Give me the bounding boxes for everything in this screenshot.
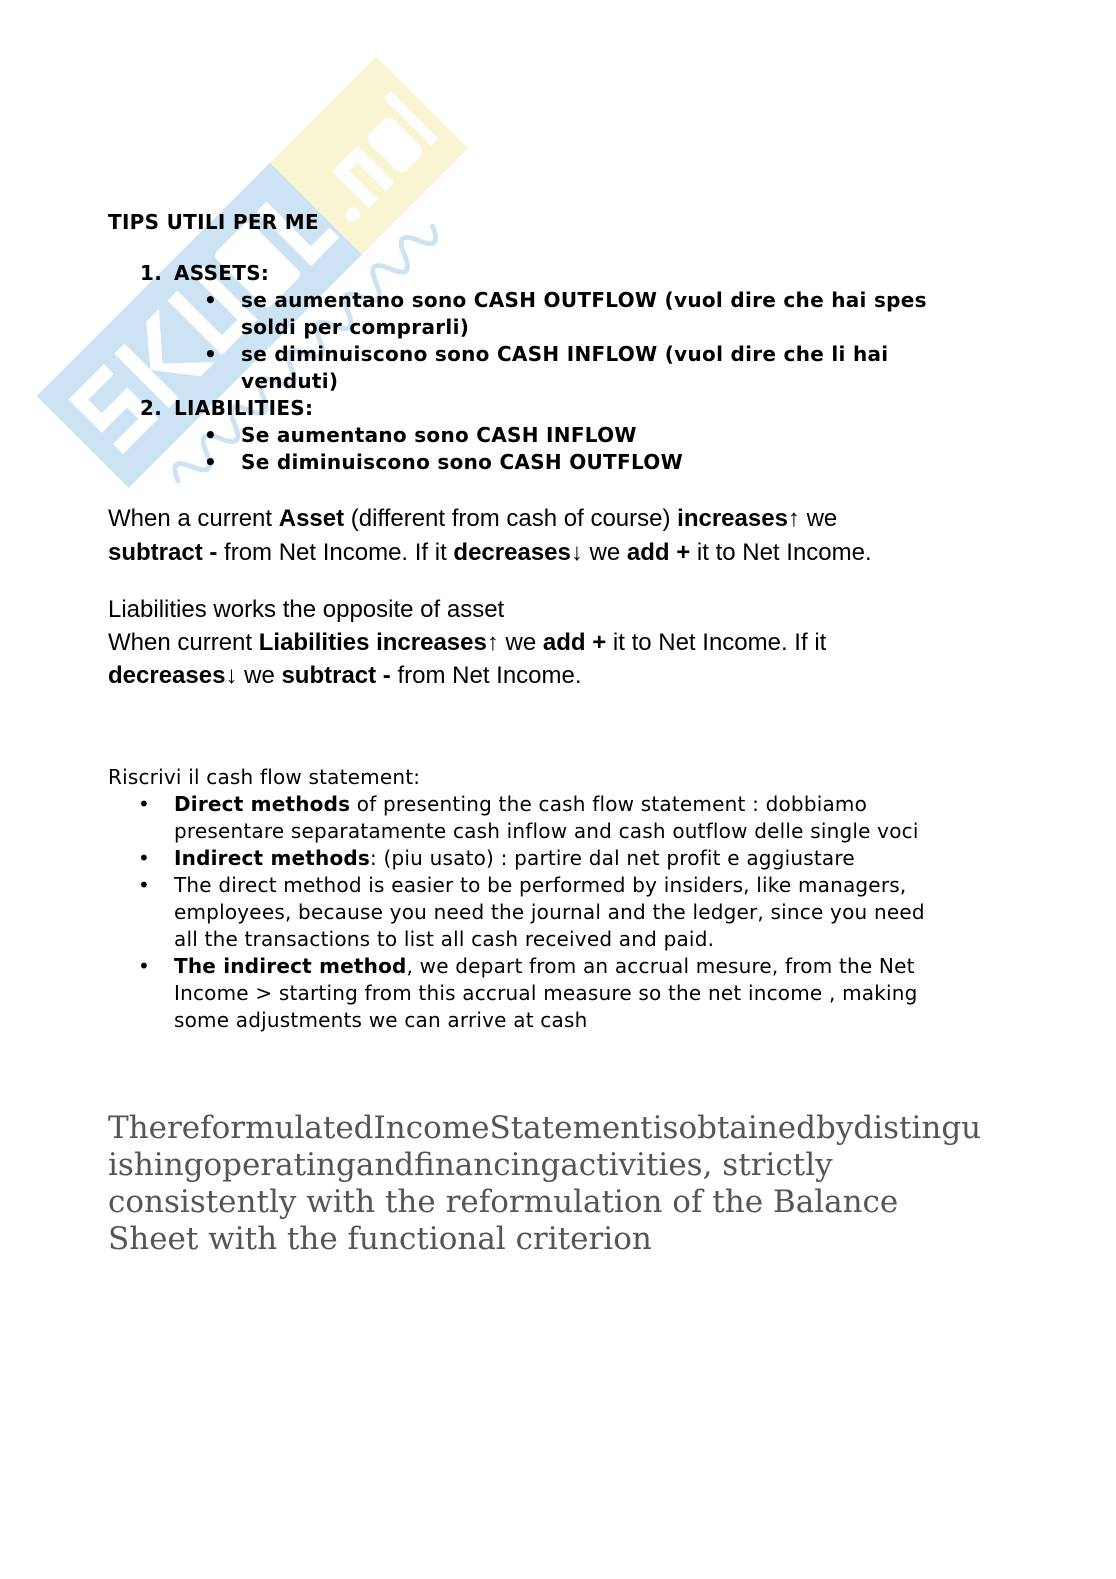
paragraph-line: Liabilities works the opposite of asset: [108, 596, 505, 623]
text-run: : (piu usato) : partire dal net profit e aggiustare: [370, 846, 855, 870]
liabilities-rule-paragraph: [108, 594, 1008, 693]
text-run: we: [799, 505, 838, 532]
list-item: [108, 791, 1008, 845]
bullet-icon: •: [204, 450, 218, 474]
bold-run: subtract -: [108, 539, 218, 566]
bold-run: Direct methods: [174, 792, 351, 816]
section-number: 2.: [140, 396, 163, 420]
list-item: [108, 845, 1008, 872]
bold-run: decreases: [108, 662, 226, 689]
bullet-icon: •: [138, 873, 150, 897]
list-item: [108, 872, 1008, 953]
bold-run: subtract -: [281, 662, 391, 689]
bullet-text-line: The direct method is easier to be performed by insiders, like managers,: [174, 873, 907, 897]
bullet-icon: •: [138, 792, 150, 816]
arrow-down-icon: ↓: [225, 662, 238, 689]
text-run: from Net Income. If it: [217, 539, 454, 566]
watermark-domain-letters: [305, 91, 438, 224]
text-run: (different from cash of course): [344, 505, 678, 532]
bullet-icon: •: [138, 846, 150, 870]
text-run: it to Net Income. If it: [606, 629, 827, 656]
bold-run: The indirect method: [174, 954, 407, 978]
bullet-text-line: [174, 791, 1008, 818]
text-run: it to Net Income.: [690, 539, 872, 566]
text-run: of presenting the cash flow statement : dobbiamo: [350, 792, 868, 816]
text-run: from Net Income.: [390, 662, 582, 689]
section-title: ASSETS:: [174, 261, 270, 285]
paragraph-line: ThereformulatedIncomeStatementisobtainedbydistingu: [108, 1110, 982, 1146]
cash-flow-section: [108, 764, 1008, 1034]
paragraph-line: [108, 659, 1008, 693]
bold-run: add +: [626, 539, 691, 566]
tips-heading: TIPS UTILI PER ME: [108, 210, 319, 234]
bold-run: Liabilities increases: [258, 629, 487, 656]
paragraph-line: consistently with the reformulation of the Balance: [108, 1184, 899, 1220]
bullet-text-line: presentare separatamente cash inflow and cash outflow delle single voci: [174, 819, 919, 843]
arrow-down-icon: ↓: [570, 539, 583, 566]
bullet-text-line: Income > starting from this accrual measure so the net income , making: [174, 981, 918, 1005]
text-run: , we depart from an accrual mesure, from the Net: [406, 954, 915, 978]
bullet-text-line: all the transactions to list all cash received and paid.: [174, 927, 715, 951]
bold-run: Indirect methods: [174, 846, 371, 870]
bold-run: decreases: [453, 539, 571, 566]
bullet-icon: •: [204, 342, 218, 366]
bullet-text-line: se diminuiscono sono CASH INFLOW (vuol dire che li hai: [241, 342, 889, 366]
text-run: we: [582, 539, 627, 566]
paragraph-line: Sheet with the functional criterion: [108, 1221, 652, 1257]
tips-section-assets: [108, 260, 1008, 287]
paragraph-line: [108, 536, 1008, 570]
bold-run: increases: [677, 505, 788, 532]
text-run: we: [237, 662, 282, 689]
bullet-text-line: [174, 953, 1008, 980]
paragraph-line: [108, 626, 1008, 659]
section-number: 1.: [140, 261, 163, 285]
bullet-text-line: Se aumentano sono CASH INFLOW: [241, 423, 637, 447]
bullet-text-line: se aumentano sono CASH OUTFLOW (vuol dire che hai spes: [241, 288, 927, 312]
bullet-text-line: employees, because you need the journal and the ledger, since you need: [174, 900, 925, 924]
bold-run: Asset: [278, 505, 345, 532]
text-run: When a current: [108, 505, 279, 532]
cash-flow-intro: Riscrivi il cash flow statement:: [108, 765, 421, 789]
text-run: When current: [108, 629, 259, 656]
tips-section-liabilities: [108, 395, 1008, 422]
list-item: [108, 953, 1008, 1034]
bullet-text-line: Se diminuiscono sono CASH OUTFLOW: [241, 450, 683, 474]
bullet-text-line: soldi per comprarli): [241, 315, 470, 339]
arrow-up-icon: ↑: [486, 629, 499, 656]
bold-run: add +: [542, 629, 607, 656]
list-item: [108, 341, 1008, 395]
list-item: [108, 422, 1008, 449]
section-title: LIABILITIES:: [174, 396, 314, 420]
bullet-text-line: [174, 845, 1008, 872]
bullet-text-line: venduti): [241, 369, 339, 393]
asset-rule-paragraph: [108, 502, 1008, 570]
text-run: we: [498, 629, 543, 656]
tips-list: [108, 260, 1008, 476]
list-item: [108, 449, 1008, 476]
bullet-icon: •: [138, 954, 150, 978]
arrow-up-icon: ↑: [787, 505, 800, 532]
bullet-icon: •: [204, 288, 218, 312]
paragraph-line: ishingoperatingandfinancingactivities, strictly: [108, 1147, 833, 1183]
list-item: [108, 287, 1008, 341]
paragraph-line: [108, 502, 1008, 536]
bullet-text-line: some adjustments we can arrive at cash: [174, 1008, 588, 1032]
bullet-icon: •: [204, 423, 218, 447]
reformulated-income-paragraph: [108, 1110, 1008, 1258]
